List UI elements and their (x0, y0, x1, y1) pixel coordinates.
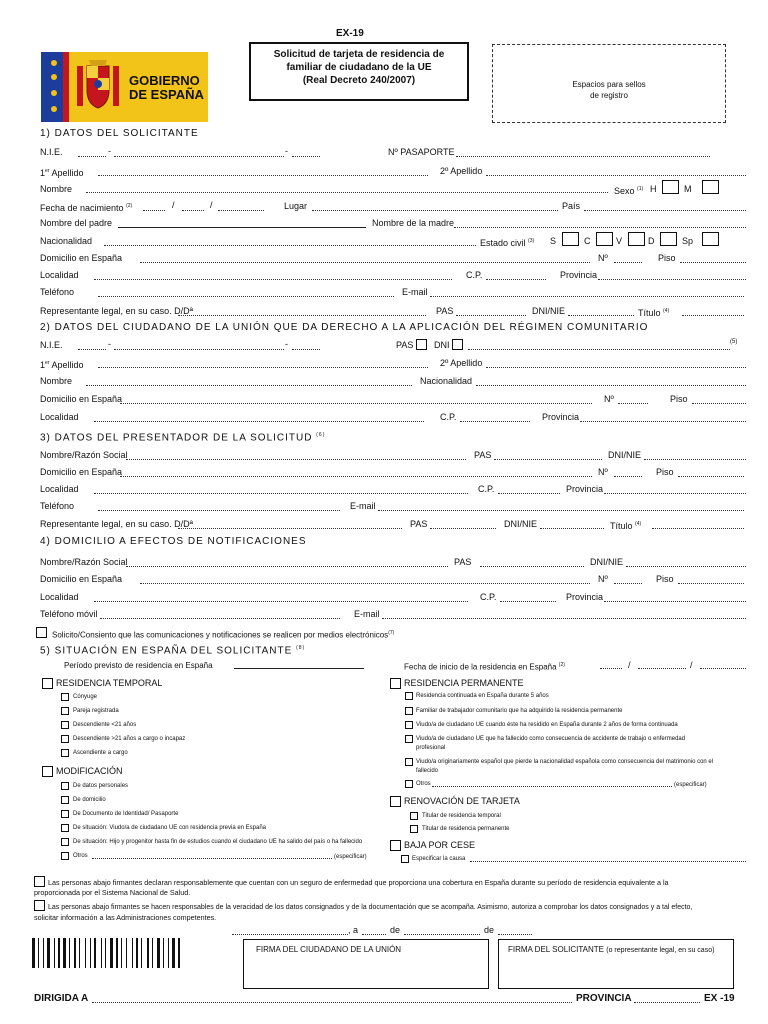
s3-rep-pas-field[interactable] (430, 528, 496, 529)
s1-province-field[interactable] (598, 279, 746, 280)
s1-mother-field[interactable] (454, 227, 746, 228)
form-title-line3: (Real Decreto 240/2007) (302, 75, 416, 86)
s1-surname2-field[interactable] (486, 175, 746, 176)
registry-seal-label2: de registro (590, 91, 628, 100)
s3-number-label: Nº (598, 467, 608, 477)
s1-surname2-label: 2º Apellido (440, 166, 483, 176)
s5-mod-item-checkbox[interactable] (61, 824, 69, 832)
s5-mod-item-checkbox[interactable] (61, 810, 69, 818)
s2-nie-field-a[interactable] (78, 349, 106, 350)
s5-perm-item-checkbox[interactable] (405, 758, 413, 766)
s1-civil-sp-checkbox[interactable] (702, 232, 719, 246)
s3-floor-field[interactable] (678, 476, 744, 477)
s2-nie-dash1: - (108, 339, 111, 349)
declaration2-line1: Las personas abajo firmantes se hacen responsables de la veracidad de los datos consignados y de la documentación que se acompaña. Asimismo, autoriza a comprobar los datos consignados y a tal efecto, (48, 904, 693, 911)
s3-pas-field[interactable] (494, 459, 602, 460)
s3-phone-field[interactable] (98, 510, 340, 511)
s2-address-field[interactable] (120, 403, 592, 404)
s1-rep-dni-field[interactable] (568, 315, 634, 316)
s2-pas-checkbox[interactable] (416, 339, 427, 350)
s3-postcode-label: C.P. (478, 484, 495, 494)
s3-rep-dni-label: DNI/NIE (504, 519, 538, 529)
s5-mod-other-specify: (especificar) (334, 854, 367, 860)
s2-doc-number-field[interactable] (468, 349, 730, 350)
s1-sex-m-label: M (684, 184, 692, 194)
s4-dni-field[interactable] (626, 566, 746, 567)
s1-civil-c-label: C (584, 236, 591, 246)
s4-province-field[interactable] (604, 601, 746, 602)
sign-month-field[interactable] (404, 934, 480, 935)
s1-sex-label: Sexo $^{(1)}$ (614, 186, 644, 196)
s4-mobile-label: Teléfono móvil (40, 609, 98, 619)
s5-cessation-checkbox[interactable] (390, 840, 401, 851)
s2-postcode-label: C.P. (440, 412, 457, 422)
s3-address-field[interactable] (120, 476, 592, 477)
s1-birth-slash2: / (210, 200, 213, 210)
s4-floor-field[interactable] (678, 583, 744, 584)
s1-floor-label: Piso (658, 253, 676, 263)
s3-phone-label: Teléfono (40, 501, 75, 511)
eu-citizen-signature-label: FIRMA DEL CIUDADANO DE LA UNIÓN (256, 945, 402, 954)
s3-province-label: Provincia (566, 484, 604, 494)
section5-title: 5) SITUACIÓN EN ESPAÑA DEL SOLICITANTE $^{(8)}$ (40, 645, 306, 657)
s2-pas-label: PAS (396, 340, 414, 350)
s3-email-field[interactable] (378, 510, 744, 511)
government-name-line2: DE ESPAÑA (129, 87, 204, 102)
s5-permanent-label: RESIDENCIA PERMANENTE (404, 678, 524, 688)
s2-town-label: Localidad (40, 412, 79, 422)
s1-civil-s-checkbox[interactable] (562, 232, 579, 246)
s5-renew-item-checkbox[interactable] (410, 812, 418, 820)
s5-perm-other-checkbox[interactable] (405, 780, 413, 788)
s5-renew-item-label: Titular de residencia permanente (422, 826, 510, 832)
s5-renewal-label: RENOVACIÓN DE TARJETA (404, 796, 520, 806)
s1-rep-pas-label: PAS (436, 306, 454, 316)
s1-nationality-field[interactable] (104, 245, 476, 246)
s1-province-label: Provincia (560, 270, 598, 280)
s2-note5: (5) (730, 339, 738, 345)
s1-rep-title-field[interactable] (682, 315, 744, 316)
s1-nationality-label: Nacionalidad (40, 236, 93, 246)
s2-floor-field[interactable] (692, 403, 746, 404)
coat-of-arms-icon (73, 58, 123, 116)
s1-civil-v-checkbox[interactable] (628, 232, 645, 246)
s5-mod-item-checkbox[interactable] (61, 782, 69, 790)
footer-province-field[interactable] (634, 1002, 700, 1003)
sign-day-field[interactable] (362, 934, 386, 935)
s1-birth-year-field[interactable] (218, 210, 264, 211)
s1-civil-d-label: D (648, 236, 655, 246)
footer-province-label: PROVINCIA (576, 993, 632, 1004)
s1-birth-day-field[interactable] (143, 210, 165, 211)
s1-name-field[interactable] (86, 192, 608, 193)
s2-dni-label: DNI (434, 340, 450, 350)
s2-surname2-field[interactable] (486, 367, 746, 368)
s1-mother-label: Nombre de la madre (372, 218, 455, 228)
government-name-line1: GOBIERNO (129, 73, 200, 88)
s1-name-label: Nombre (40, 184, 73, 194)
s1-postcode-label: C.P. (466, 270, 483, 280)
s5-perm-item-checkbox[interactable] (405, 721, 413, 729)
s2-province-label: Provincia (542, 412, 580, 422)
declaration1-checkbox[interactable] (34, 876, 45, 887)
s4-address-label: Domicilio en España (40, 574, 123, 584)
s1-passport-field[interactable] (456, 156, 710, 157)
s5-cessation-cause-label: Especificar la causa (412, 856, 466, 862)
s4-electronic-consent-checkbox[interactable] (36, 627, 47, 638)
s5-mod-other-checkbox[interactable] (61, 852, 69, 860)
s5-start-year-field[interactable] (700, 668, 746, 669)
s5-mod-item-checkbox[interactable] (61, 796, 69, 804)
s5-temporal-item-checkbox[interactable] (61, 693, 69, 701)
s5-perm-item-checkbox[interactable] (405, 735, 413, 743)
s5-temporal-item-checkbox[interactable] (61, 749, 69, 757)
footer-form-code: EX -19 (704, 993, 735, 1004)
s5-mod-item-checkbox[interactable] (61, 838, 69, 846)
s3-town-field[interactable] (94, 493, 468, 494)
s5-period-label: Período previsto de residencia en España (64, 661, 213, 670)
s1-number-label: Nº (598, 253, 608, 263)
s2-nationality-label: Nacionalidad (420, 376, 473, 386)
s1-phone-label: Teléfono (40, 287, 75, 297)
s2-surname1-label: 1er Apellido (40, 360, 84, 370)
s3-representative-field[interactable] (178, 528, 402, 529)
s1-surname1-field[interactable] (98, 175, 428, 176)
form-title-line2: familiar de ciudadano de la UE (286, 62, 432, 73)
s2-postcode-field[interactable] (460, 421, 530, 422)
s5-renew-item-label: Titular de residencia temporal (422, 813, 501, 819)
s2-nie-field-b[interactable] (114, 349, 284, 350)
s1-birthdate-label: Fecha de nacimiento $^{(2)}$ (40, 203, 133, 213)
s2-province-field[interactable] (580, 421, 746, 422)
s1-nie-field-b[interactable] (114, 156, 284, 157)
s1-father-field[interactable] (118, 227, 366, 228)
declaration1-line2: proporcionada por el Sistema Nacional de Salud. (34, 888, 191, 897)
declaration2-line2: solicitar información a las Administraciones competentes. (34, 913, 217, 922)
s5-mod-other-label: Otros (73, 853, 88, 859)
s1-town-label: Localidad (40, 270, 79, 280)
s5-perm-item-label-cont: profesional (416, 745, 446, 751)
s3-province-field[interactable] (604, 493, 746, 494)
s4-number-label: Nº (598, 574, 608, 584)
s5-perm-item-label-cont: fallecido (416, 768, 439, 774)
section3-title: 3) DATOS DEL PRESENTADOR DE LA SOLICITUD $^{(6)}$ (40, 432, 326, 444)
s4-address-field[interactable] (140, 583, 590, 584)
s1-nie-dash2: - (285, 146, 288, 156)
s2-address-label: Domicilio en España (40, 394, 123, 404)
s1-father-label: Nombre del padre (40, 218, 113, 228)
s1-rep-title-label: Título $^{(4)}$ (638, 308, 670, 318)
s5-temporal-item-label: Descendiente >21 años a cargo o incapaz (73, 736, 186, 742)
s5-start-slash1: / (628, 660, 631, 670)
s3-pas-label: PAS (474, 450, 492, 460)
s5-perm-other-label: Otros (416, 781, 431, 787)
s5-cessation-label: BAJA POR CESE (404, 840, 476, 850)
s1-birth-slash1: / (172, 200, 175, 210)
s5-perm-item-label: Residencia continuada en España durante 5 años (416, 693, 549, 699)
s2-number-field[interactable] (618, 403, 648, 404)
s4-name-field[interactable] (126, 566, 448, 567)
s2-name-field[interactable] (86, 385, 412, 386)
s1-surname1-label: 1er Apellido (40, 168, 84, 178)
s5-perm-other-field[interactable] (432, 786, 672, 787)
sign-a-label: , a (348, 925, 359, 935)
s4-electronic-consent-label: Solicito/Consiento que las comunicaciones y notificaciones se realicen por medios electrónicos$^{(7)}$ (52, 630, 395, 640)
s3-address-label: Domicilio en España (40, 467, 123, 477)
s1-address-field[interactable] (140, 262, 590, 263)
s1-civil-v-label: V (616, 236, 623, 246)
s3-floor-label: Piso (656, 467, 674, 477)
s5-modification-label: MODIFICACIÓN (56, 766, 123, 776)
s4-name-label: Nombre/Razón Social (40, 557, 128, 567)
s3-number-field[interactable] (614, 476, 642, 477)
declaration1-line1: Las personas abajo firmantes declaran responsablemente que cuentan con un seguro de enfermedad que proporciona una cobertura en España durante su período de residencia equivalente a la (48, 878, 669, 887)
s2-nie-dash2: - (285, 339, 288, 349)
s1-representative-label: Representante legal, en su caso. D/Dª (40, 306, 193, 316)
s3-rep-dni-field[interactable] (540, 528, 604, 529)
s3-dni-label: DNI/NIE (608, 450, 642, 460)
s3-name-label: Nombre/Razón Social (40, 450, 128, 460)
s5-perm-item-label: Viudo/a de ciudadano UE cuando éste ha residido en España durante 2 años de forma continuada (416, 722, 678, 728)
s2-surname2-label: 2º Apellido (440, 358, 483, 368)
s3-rep-pas-label: PAS (410, 519, 428, 529)
s5-start-date-label: Fecha de inicio de la residencia en España $^{(2)}$ (404, 662, 565, 672)
s5-start-slash2: / (690, 660, 693, 670)
s5-temporal-label: RESIDENCIA TEMPORAL (56, 678, 163, 688)
s5-mod-item-label: De Documento de Identidad/ Pasaporte (73, 811, 179, 817)
s1-sex-h-label: H (650, 184, 657, 194)
barcode-icon (32, 938, 222, 968)
footer-addressed-to-field[interactable] (92, 1002, 572, 1003)
s5-temporal-item-label: Descendiente <21 años (73, 722, 137, 728)
s1-sex-m-checkbox[interactable] (702, 180, 719, 194)
s4-postcode-label: C.P. (480, 592, 497, 602)
s5-cessation-cause-field[interactable] (470, 861, 746, 862)
s4-pas-field[interactable] (480, 566, 584, 567)
s5-permanent-checkbox[interactable] (390, 678, 401, 689)
sign-place-field[interactable] (232, 934, 348, 935)
s5-mod-item-label: De domicilio (73, 797, 106, 803)
s1-birthplace-field[interactable] (312, 210, 558, 211)
s4-email-field[interactable] (382, 618, 746, 619)
s3-name-field[interactable] (126, 459, 466, 460)
s1-email-field[interactable] (430, 296, 744, 297)
s1-rep-dni-label: DNI/NIE (532, 306, 566, 316)
s2-town-field[interactable] (94, 421, 424, 422)
footer-addressed-to-label: DIRIGIDA A (34, 993, 89, 1004)
s4-mobile-field[interactable] (100, 618, 340, 619)
s5-period-field[interactable] (234, 668, 364, 669)
s1-number-field[interactable] (614, 262, 642, 263)
form-title-line1: Solicitud de tarjeta de residencia de (273, 49, 445, 60)
declaration2-checkbox[interactable] (34, 900, 45, 911)
s5-temporal-item-label: Ascendiente a cargo (73, 750, 128, 756)
s1-birthplace-label: Lugar (284, 201, 308, 211)
s5-perm-other-specify: (especificar) (674, 782, 707, 788)
s2-nie-label: N.I.E. (40, 340, 63, 350)
s4-dni-label: DNI/NIE (590, 557, 624, 567)
s3-postcode-field[interactable] (498, 493, 560, 494)
s5-temporal-checkbox[interactable] (42, 678, 53, 689)
s1-civil-c-checkbox[interactable] (596, 232, 613, 246)
section4-title: 4) DOMICILIO A EFECTOS DE NOTIFICACIONES (40, 536, 307, 547)
s5-perm-item-label: Viudo/a originariamente español que pierde la nacionalidad española como consecuencia del matrimonio con el (416, 759, 714, 765)
s5-renewal-checkbox[interactable] (390, 796, 401, 807)
s1-passport-label: Nº PASAPORTE (388, 147, 455, 157)
s2-nie-field-c[interactable] (292, 349, 320, 350)
s4-email-label: E-mail (354, 609, 380, 619)
s3-representative-label: Representante legal, en su caso. D/Dª (40, 519, 193, 529)
section1-title: 1) DATOS DEL SOLICITANTE (40, 128, 199, 139)
form-code: EX-19 (336, 28, 364, 39)
s1-representative-field[interactable] (178, 315, 426, 316)
s5-mod-item-label: De datos personales (73, 783, 129, 789)
s1-nie-label: N.I.E. (40, 147, 63, 157)
s1-phone-field[interactable] (98, 296, 394, 297)
s3-dni-field[interactable] (644, 459, 746, 460)
s4-town-label: Localidad (40, 592, 79, 602)
s1-civil-sp-label: Sp (682, 236, 694, 246)
s5-mod-item-label: De situación: Hijo y progenitor hasta fin de estudios cuando el ciudadano UE ha salido del país o ha fallecido (73, 839, 363, 845)
s5-mod-other-field[interactable] (92, 858, 332, 859)
s1-civil-d-checkbox[interactable] (660, 232, 677, 246)
s1-civil-s-label: S (550, 236, 557, 246)
government-logo (41, 52, 208, 122)
s3-rep-title-field[interactable] (652, 528, 744, 529)
s1-floor-field[interactable] (680, 262, 746, 263)
s5-modification-checkbox[interactable] (42, 766, 53, 777)
s1-civil-status-label: Estado civil $^{(3)}$ (480, 238, 535, 248)
s1-nie-field-c[interactable] (292, 156, 320, 157)
s4-postcode-field[interactable] (500, 601, 556, 602)
s5-cessation-cause-checkbox[interactable] (401, 855, 409, 863)
s1-address-label: Domicilio en España (40, 253, 123, 263)
s2-dni-checkbox[interactable] (452, 339, 463, 350)
s1-nie-field-a[interactable] (78, 156, 106, 157)
s1-country-label: País (562, 201, 581, 211)
s1-town-field[interactable] (94, 279, 452, 280)
s5-temporal-item-label: Pareja registrada (73, 708, 119, 714)
s3-email-label: E-mail (350, 501, 376, 511)
s5-perm-item-label: Familiar de trabajador comunitario que ha adquirido la residencia permanente (416, 708, 623, 714)
s5-perm-item-checkbox[interactable] (405, 707, 413, 715)
registry-seal-label1: Espacios para sellos (572, 80, 646, 89)
s5-temporal-item-checkbox[interactable] (61, 721, 69, 729)
s5-temporal-item-checkbox[interactable] (61, 707, 69, 715)
s3-rep-title-label: Título $^{(4)}$ (610, 521, 642, 531)
s1-postcode-field[interactable] (486, 279, 546, 280)
s5-renew-item-checkbox[interactable] (410, 825, 418, 833)
sign-de1-label: de (390, 925, 401, 935)
s4-pas-label: PAS (454, 557, 472, 567)
s4-town-field[interactable] (94, 601, 468, 602)
s4-floor-label: Piso (656, 574, 674, 584)
s1-sex-h-checkbox[interactable] (662, 180, 679, 194)
s5-start-month-field[interactable] (638, 668, 686, 669)
s3-town-label: Localidad (40, 484, 79, 494)
s1-rep-pas-field[interactable] (456, 315, 526, 316)
s2-surname1-field[interactable] (98, 367, 428, 368)
s4-number-field[interactable] (614, 583, 642, 584)
s5-perm-item-checkbox[interactable] (405, 692, 413, 700)
s1-nie-dash1: - (108, 146, 111, 156)
s5-mod-item-label: De situación: Viudo/a de ciudadano UE con residencia previa en España (73, 825, 267, 831)
s5-perm-item-label: Viudo/a de ciudadano UE que ha fallecido como consecuencia de accidente de trabajo o enfermedad (416, 736, 686, 742)
s2-nationality-field[interactable] (476, 385, 746, 386)
s5-temporal-item-label: Cónyuge (73, 694, 98, 700)
s5-start-day-field[interactable] (600, 668, 622, 669)
s1-birth-month-field[interactable] (182, 210, 204, 211)
s2-number-label: Nº (604, 394, 614, 404)
s1-email-label: E-mail (402, 287, 428, 297)
sign-year-field[interactable] (498, 934, 532, 935)
s2-name-label: Nombre (40, 376, 73, 386)
s2-floor-label: Piso (670, 394, 688, 404)
applicant-signature-label: FIRMA DEL SOLICITANTE (o representante legal, en su caso) (508, 945, 715, 954)
sign-de2-label: de (484, 925, 495, 935)
s1-country-field[interactable] (584, 210, 746, 211)
section2-title: 2) DATOS DEL CIUDADANO DE LA UNIÓN QUE DA DERECHO A LA APLICACIÓN DEL RÉGIMEN COMUNITARIO (40, 322, 649, 333)
s4-province-label: Provincia (566, 592, 604, 602)
s5-temporal-item-checkbox[interactable] (61, 735, 69, 743)
